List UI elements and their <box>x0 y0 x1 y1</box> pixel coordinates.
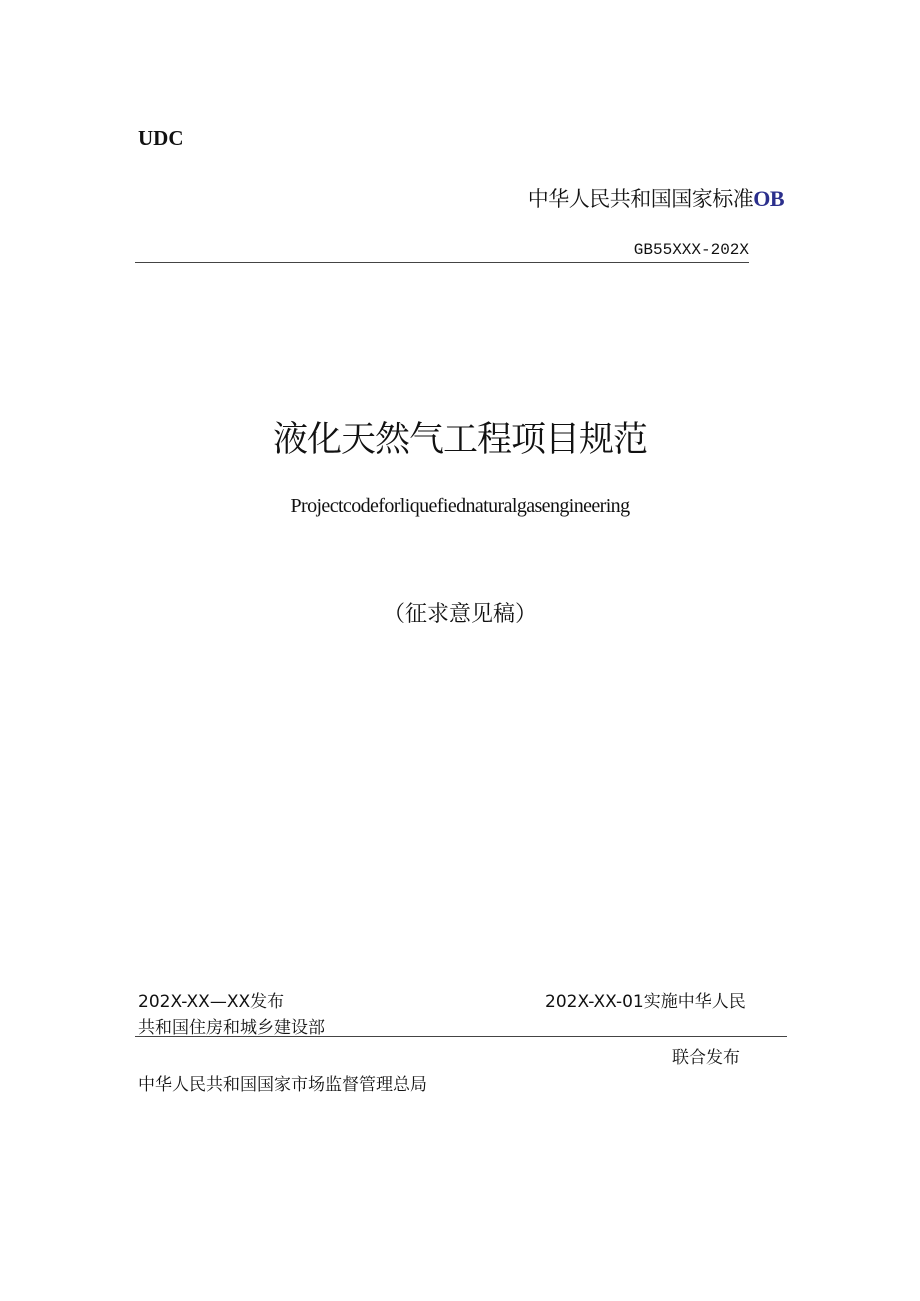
draft-status: （征求意见稿） <box>382 602 537 627</box>
implement-date: 202X-XX-01实施中华人民 <box>545 992 746 1012</box>
issuing-ministry-housing: 共和国住房和城乡建设部 <box>138 1018 325 1038</box>
national-standard-code: OB <box>753 186 784 211</box>
national-standard-heading <box>528 183 784 213</box>
issuing-ministry-market-regulation: 中华人民共和国国家市场监督管理总局 <box>138 1075 427 1095</box>
document-title-english: Projectcodeforliquefiednaturalgasengineering <box>290 495 630 517</box>
joint-publish-label: 联合发布 <box>672 1048 740 1068</box>
document-title-chinese: 液化天然气工程项目规范 <box>272 420 647 460</box>
header-divider <box>135 262 749 263</box>
udc-label: UDC <box>138 126 184 150</box>
national-standard-label: 中华人民共和国国家标准 <box>527 187 754 211</box>
footer-divider <box>135 1036 787 1037</box>
standard-number: GB55XXX-202X <box>633 241 749 259</box>
publish-date: 202X-XX—XX发布 <box>138 992 285 1012</box>
